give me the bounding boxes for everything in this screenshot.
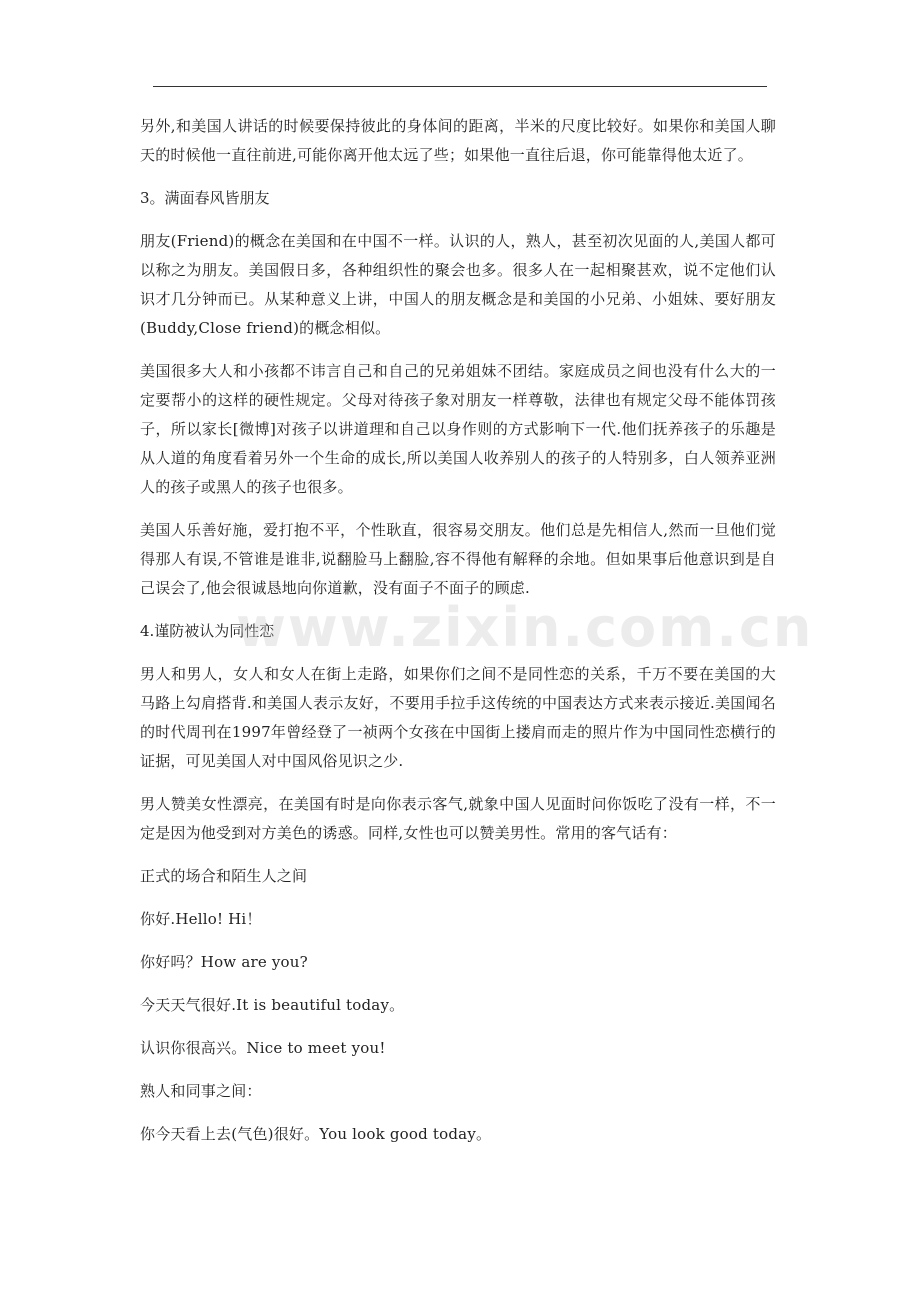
phrase-subheading-formal: 正式的场合和陌生人之间 <box>140 867 308 885</box>
document-body <box>140 112 814 1163</box>
paragraph-body-family: 美国很多大人和小孩都不讳言自己和自己的兄弟姐妹不团结。家庭成员之间也没有什么大的一定要帮小的这样的硬性规定。父母对待孩子象对朋友一样尊敬，法律也有规定父母不能体罚孩子，所以家长[微博]对孩子以讲道理和自己以身作则的方式影响下一代.他们抚养孩子的乐趣是从人道的角度看着另外一个生命的成长,所以美国人收养别人的孩子的人特别多，白人领养亚洲人的孩子或黑人的孩子也很多。 <box>140 362 776 496</box>
section-heading-3: 3。满面春风皆朋友 <box>140 189 270 207</box>
header-rule <box>153 86 767 87</box>
paragraph-body-friend-concept: 朋友(Friend)的概念在美国和在中国不一样。认识的人，熟人，甚至初次见面的人,美国人都可以称之为朋友。美国假日多，各种组织性的聚会也多。很多人在一起相聚甚欢，说不定他们认识才几分钟而已。从某种意义上讲，中国人的朋友概念是和美国的小兄弟、小姐妹、要好朋友(Buddy,Close friend)的概念相似。 <box>140 232 776 337</box>
phrase-hello: 你好.Hello! Hi！ <box>140 910 262 928</box>
watermark: www.zixin.com.cn <box>236 596 814 659</box>
phrase-subheading-acquaintances: 熟人和同事之间： <box>140 1082 262 1100</box>
paragraph-body-same-sex: 男人和男人，女人和女人在街上走路，如果你们之间不是同性恋的关系，千万不要在美国的大马路上勾肩搭背.和美国人表示友好，不要用手拉手这传统的中国表达方式来表示接近.美国闻名的时代周刊在1997年曾经登了一祯两个女孩在中国街上搂肩而走的照片作为中国同性恋横行的证据，可见美国人对中国风俗见识之少. <box>140 665 776 770</box>
phrase-look-good-today: 你今天看上去(气色)很好。You look good today。 <box>140 1125 492 1143</box>
paragraph-body-distance: 另外,和美国人讲话的时候要保持彼此的身体间的距离，半米的尺度比较好。如果你和美国人聊天的时候他一直往前进,可能你离开他太远了些；如果他一直往后退，你可能靠得他太近了。 <box>140 117 776 164</box>
phrase-how-are-you: 你好吗？How are you? <box>140 953 308 971</box>
paragraph-body-character: 美国人乐善好施，爱打抱不平，个性耿直，很容易交朋友。他们总是先相信人,然而一旦他们觉得那人有误,不管谁是谁非,说翻脸马上翻脸,容不得他有解释的余地。但如果事后他意识到是自己误会了,他会很诚恳地向你道歉，没有面子不面子的顾虑. <box>140 521 776 597</box>
paragraph-body-compliments: 男人赞美女性漂亮，在美国有时是向你表示客气,就象中国人见面时问你饭吃了没有一样，不一定是因为他受到对方美色的诱惑。同样,女性也可以赞美男性。常用的客气话有： <box>140 795 776 842</box>
section-heading-4: 4.谨防被认为同性恋 <box>140 622 275 640</box>
phrase-nice-to-meet-you: 认识你很高兴。Nice to meet you! <box>140 1039 386 1057</box>
phrase-beautiful-today: 今天天气很好.It is beautiful today。 <box>140 996 405 1014</box>
